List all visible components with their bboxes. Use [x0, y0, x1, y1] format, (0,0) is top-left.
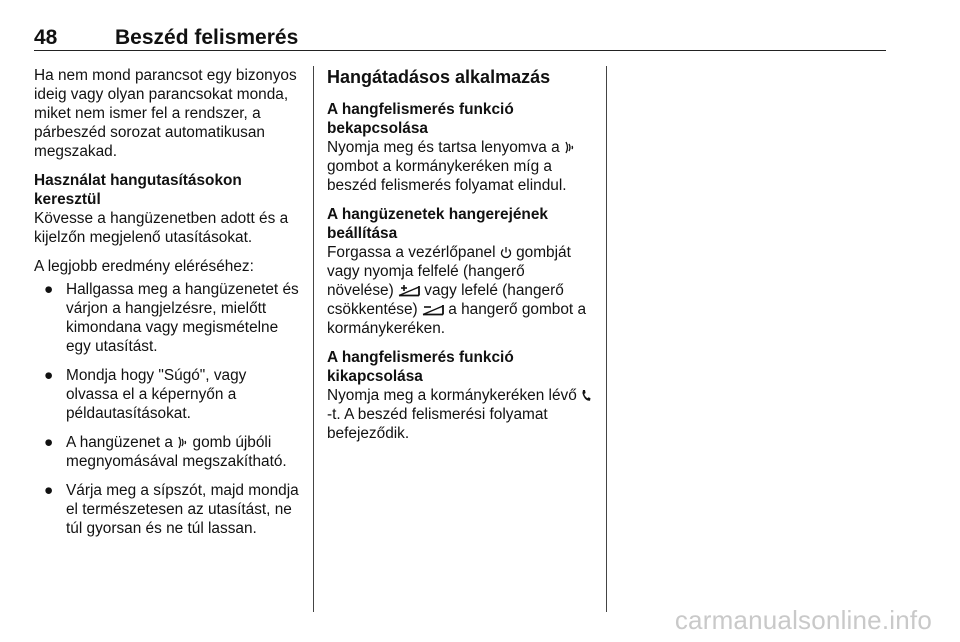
column-left: [34, 66, 302, 548]
subsection-heading-volume: A hangüzenetek hangerejének beállítása: [327, 206, 548, 242]
bullet-icon: ●: [44, 281, 54, 298]
column-middle: [327, 66, 595, 453]
power-knob-icon: [500, 246, 512, 259]
section-title-voice-pass-thru: Hangátadásos alkalmazás: [327, 67, 551, 87]
watermark: carmanualsonline.info: [674, 605, 932, 635]
list-item-text: gomb újbóli megnyomásával megszakítható.: [66, 434, 287, 470]
list-item: [34, 433, 302, 471]
subsection-heading-deactivate: A hangfelismerés funkció kikapcsolása: [327, 349, 514, 385]
voice-recognition-icon: [177, 436, 188, 449]
chapter-title: Beszéd felismerés: [115, 26, 299, 49]
list-item-text: Mondja hogy "Súgó", vagy olvassa el a képernyőn a példautasításokat.: [66, 367, 247, 422]
subsection-text-volume: Forgassa a vezérlőpanel gombját vagy nyomja felfelé (hangerő növelése) vagy lefelé (hangerő csökkentése) a hangerő gombot a kormánykeréken.: [327, 244, 587, 337]
section-heading-voice-prompts: Használat hangutasításokon keresztül: [34, 172, 242, 208]
subsection-text-activate: Nyomja meg és tartsa lenyomva a gombot a kormánykeréken míg a beszéd felismerés folyamat elindul.: [327, 138, 595, 195]
phone-end-icon: [581, 389, 591, 402]
best-results-lead: A legjobb eredmény eléréséhez:: [34, 258, 254, 275]
intro-paragraph: Ha nem mond parancsot egy bizonyos ideig vagy olyan parancsokat monda, miket nem ismer fel a rendszer, a párbeszéd sorozat automatikusan megszakad.: [34, 67, 297, 160]
volume-up-icon: [398, 284, 420, 297]
page-number: 48: [34, 26, 58, 49]
bullet-icon: ●: [44, 482, 54, 499]
list-item-text: A hangüzenet a: [66, 434, 173, 451]
volume-down-icon: [422, 303, 444, 316]
list-item: [34, 280, 302, 356]
section-text-voice-prompts: Kövesse a hangüzenetben adott és a kijelzőn megjelenő utasításokat.: [34, 210, 289, 246]
column-divider-2: [606, 66, 607, 612]
column-divider-1: [313, 66, 314, 612]
subsection-heading-activate: A hangfelismerés funkció bekapcsolása: [327, 101, 514, 137]
bullet-icon: ●: [44, 367, 54, 384]
list-item: [34, 366, 302, 423]
subsection-text-deactivate: Nyomja meg a kormánykeréken lévő -t. A beszéd felismerési folyamat befejeződik.: [327, 386, 595, 443]
bullet-icon: ●: [44, 434, 54, 451]
list-item: [34, 481, 302, 538]
list-item-text: Várja meg a sípszót, majd mondja el természetesen az utasítást, ne túl gyorsan és ne túl lassan.: [66, 482, 299, 537]
tips-list: [34, 280, 302, 538]
voice-recognition-icon: [564, 141, 575, 154]
list-item-text: Hallgassa meg a hangüzenetet és várjon a hangjelzésre, mielőtt kimondana vagy megismételne egy utasítást.: [66, 281, 299, 355]
page-header: [34, 26, 886, 51]
